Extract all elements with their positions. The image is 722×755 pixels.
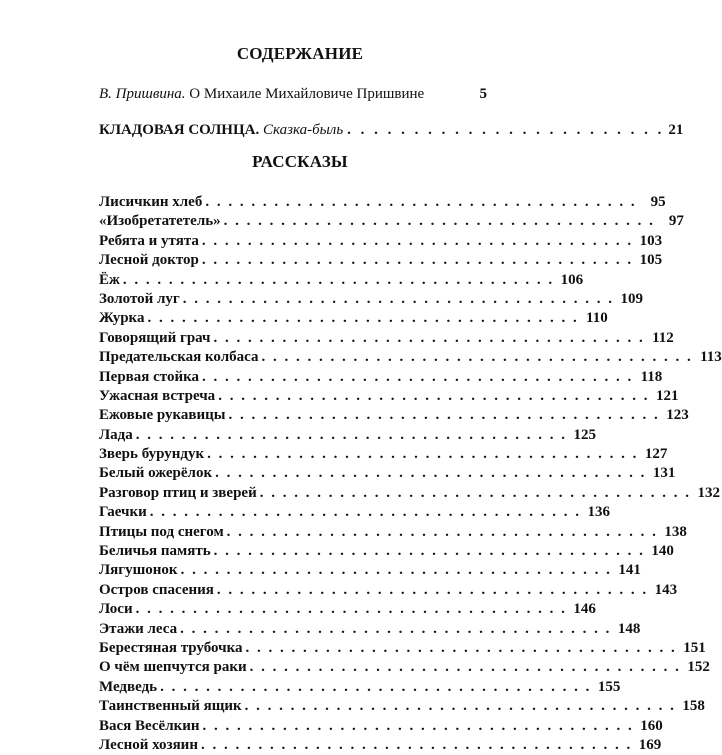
toc-leader: . . . . . . . . . . . . . . . . . . . . . . . . . . . . . . . . . . . . . .: [147, 310, 579, 327]
toc-story-title: Лада: [99, 426, 133, 443]
toc-story-title: Лисичкин хлеб: [99, 194, 203, 210]
toc-story-page: 123: [666, 407, 689, 424]
toc-leader: . . . . . . . . . . . . . . . . . . . . . . . . . . . . . . . . . . . . . .: [245, 639, 677, 656]
toc-story-row: [99, 387, 679, 406]
toc-story-row: [99, 678, 621, 697]
toc-story-page: 143: [654, 581, 678, 598]
toc-story-row: [99, 348, 722, 367]
toc-story-page: 106: [560, 271, 584, 288]
toc-story-row: [99, 736, 662, 755]
toc-story-page: 103: [639, 232, 663, 249]
toc-leader: . . . . . . . . . . . . . . . . . . . . . . . . . . . . . . . . . . . . . .: [202, 368, 634, 385]
toc-story-row: [99, 503, 611, 522]
toc-story-page: 118: [640, 368, 663, 385]
toc-entry-intro: [99, 86, 487, 103]
toc-story-page: 155: [597, 678, 621, 695]
toc-story-row: [99, 271, 584, 290]
toc-leader: . . . . . . . . . . . . . . . . . . . . . . . . . . . . . . . . . . . . . .: [180, 562, 612, 579]
toc-story-title: Золотой луг: [99, 290, 180, 307]
toc-leader: . . . . . . . . . . . . . . . . . . . . . . . .: [347, 122, 665, 138]
toc-story-page: 127: [644, 446, 668, 463]
toc-leader: . . . . . . . . . . . . . . . . . . . . . . . . . . . . . . . . . . . . . .: [200, 736, 633, 753]
toc-story-page: 140: [651, 543, 674, 560]
toc-leader: . . . . . . . . . . . . . . . . . . . . . . . . . . . . . . . . . . . . . .: [205, 194, 637, 210]
toc-story-row: [99, 251, 663, 270]
toc-story-title: Вася Весёлкин: [99, 717, 200, 734]
toc-leader: . . . . . . . . . . . . . . . . . . . . . . . . . . . . . . . . . . . . . .: [122, 271, 555, 288]
toc-story-title: Ежовые рукавицы: [99, 407, 226, 424]
toc-story-page: 132: [697, 484, 720, 501]
toc-leader: . . . . . . . . . . . . . . . . . . . . . . . . . . . . . . . . . . . . . .: [218, 387, 650, 404]
toc-story-title: Ужасная встреча: [99, 387, 216, 404]
toc-story-title: Ёж: [99, 271, 120, 288]
toc-story-row: [99, 232, 663, 251]
toc-story-title: «Изобретатетель»: [99, 213, 221, 230]
toc-entry-page: 21: [668, 122, 684, 138]
toc-story-row: [99, 426, 597, 445]
toc-leader: . . . . . . . . . . . . . . . . . . . . . . . . . . . . . . . . . . . . . .: [259, 484, 691, 501]
toc-story-page: 138: [664, 523, 687, 540]
toc-story-title: Лоси: [99, 601, 133, 618]
toc-story-page: 105: [639, 252, 663, 269]
toc-story-row: [99, 717, 663, 736]
toc-story-title: Белый ожерёлок: [99, 465, 213, 482]
toc-entry-title: [99, 86, 424, 103]
toc-leader: . . . . . . . . . . . . . . . . . . . . . . . . . . . . . . . . . . . . . .: [202, 717, 634, 734]
toc-story-row: [99, 329, 674, 348]
toc-story-row: [99, 484, 720, 503]
toc-story-title: Предательская колбаса: [99, 349, 259, 366]
toc-leader: . . . . . . . . . . . . . . . . . . . . . . . . . . . . . . . . . . . . . .: [223, 213, 655, 230]
toc-story-page: 146: [573, 601, 596, 618]
toc-story-row: [99, 212, 684, 231]
toc-leader: . . . . . . . . . . . . . . . . . . . . . . . . . . . . . . . . . . . . . .: [215, 465, 647, 482]
toc-entry-author: В. Пришвина.: [99, 86, 186, 102]
toc-story-row: [99, 561, 641, 580]
toc-story-row: [99, 581, 678, 600]
toc-leader: . . . . . . . . . . . . . . . . . . . . . . . . . . . . . . . . . . . . . .: [244, 698, 676, 715]
toc-leader: . . . . . . . . . . . . . . . . . . . . . . . . . . . . . . . . . . . . . .: [160, 678, 592, 695]
toc-story-page: 141: [618, 562, 641, 579]
toc-story-title: Лесной доктор: [99, 252, 199, 269]
toc-story-row: [99, 464, 676, 483]
toc-story-row: [99, 697, 705, 716]
toc-leader: . . . . . . . . . . . . . . . . . . . . . . . . . . . . . . . . . . . . . .: [182, 290, 614, 307]
toc-story-row: [99, 445, 668, 464]
toc-leader: . . . . . . . . . . . . . . . . . . . . . . . . . . . . . . . . . . . . . .: [180, 620, 612, 637]
toc-story-title: Остров спасения: [99, 581, 214, 598]
toc-leader: . . . . . . . . . . . . . . . . . . . . . . . . . . . . . . . . . . . . . .: [228, 407, 660, 424]
toc-story-title: Говорящий грач: [99, 329, 211, 346]
toc-leader: . . . . . . . . . . . . . . . . . . . . . . . . . . . . . . . . . . . . . .: [249, 659, 681, 676]
toc-story-title: Гаечки: [99, 504, 147, 521]
toc-leader: . . . . . . . . . . . . . . . . . . . . . . . . . . . . . . . . . . . . . .: [213, 329, 645, 346]
toc-leader: . . . . . . . . . . . . . . . . . . . . . . . . . . . . . . . . . . . . . .: [226, 523, 658, 540]
stories-heading: РАССКАЗЫ: [252, 152, 348, 171]
toc-entry-main-work: [99, 122, 684, 139]
toc-leader: . . . . . . . . . . . . . . . . . . . . . . . . . . . . . . . . . . . . . .: [201, 252, 634, 269]
toc-story-row: [99, 309, 608, 328]
toc-entry-page: 5: [479, 86, 487, 102]
contents-heading: СОДЕРЖАНИЕ: [236, 44, 364, 63]
toc-leader: . . . . . . . . . . . . . . . . . . . . . . . . . . . . . . . . . . . . . .: [135, 426, 568, 443]
toc-story-page: 110: [586, 310, 608, 327]
toc-story-page: 160: [640, 717, 663, 734]
toc-leader: . . . . . . . . . . . . . . . . . . . . . . . . . . . . . . . . . . . . . .: [201, 232, 634, 249]
toc-story-page: 113: [700, 349, 722, 366]
toc-story-title: Ребята и утята: [99, 232, 199, 249]
toc-story-title: Разговор птиц и зверей: [99, 484, 257, 501]
toc-story-title: Птицы под снегом: [99, 523, 224, 540]
toc-story-row: [99, 290, 643, 309]
toc-story-title: Берестяная трубочка: [99, 639, 243, 656]
stories-list: [99, 193, 722, 755]
toc-story-page: 152: [687, 659, 710, 676]
toc-leader: . . . . . . . . . . . . . . . . . . . . . . . . . . . . . . . . . . . . . .: [135, 601, 567, 618]
toc-story-page: 112: [652, 329, 674, 346]
toc-story-page: 125: [573, 426, 597, 443]
toc-story-page: 109: [620, 290, 643, 307]
toc-story-page: 148: [617, 620, 641, 637]
toc-leader: . . . . . . . . . . . . . . . . . . . . . . . . . . . . . . . . . . . . . .: [261, 349, 693, 366]
toc-story-row: [99, 406, 689, 425]
toc-story-title: Беличья память: [99, 543, 211, 560]
toc-story-row: [99, 600, 596, 619]
toc-story-title: Первая стойка: [99, 368, 200, 385]
toc-story-row: [99, 620, 641, 639]
toc-story-title: Зверь бурундук: [99, 446, 205, 463]
toc-entry-title: [99, 122, 343, 139]
toc-leader: . . . . . . . . . . . . . . . . . . . . . . . . . . . . . . . . . . . . . .: [216, 581, 649, 598]
toc-story-page: 131: [652, 465, 676, 482]
toc-story-title: О чём шепчутся раки: [99, 659, 247, 676]
toc-story-page: 95: [650, 194, 666, 210]
toc-leader: . . . . . . . . . . . . . . . . . . . . . . . . . . . . . . . . . . . . . .: [149, 504, 582, 521]
toc-story-row: [99, 368, 663, 387]
toc-story-page: 158: [682, 698, 705, 715]
toc-story-page: 136: [587, 504, 611, 521]
toc-story-title: Таинственный ящик: [99, 698, 242, 715]
toc-story-row: [99, 523, 687, 542]
toc-leader: . . . . . . . . . . . . . . . . . . . . . . . . . . . . . . . . . . . . . .: [213, 543, 645, 560]
toc-story-page: 121: [655, 387, 679, 404]
toc-story-row: [99, 658, 710, 677]
toc-story-title: Журка: [99, 310, 145, 327]
toc-story-title: Лягушонок: [99, 562, 178, 579]
toc-story-row: [99, 193, 666, 212]
toc-leader: . . . . . . . . . . . . . . . . . . . . . . . . . . . . . . . . . . . . . .: [207, 446, 639, 463]
toc-story-page: 151: [683, 639, 706, 656]
toc-story-title: Медведь: [99, 678, 158, 695]
toc-story-title: Лесной хозяин: [99, 736, 198, 753]
toc-story-row: [99, 639, 706, 658]
toc-story-page: 169: [638, 736, 662, 753]
toc-entry-title-text: О Михаиле Михайловиче Пришвине: [185, 86, 425, 102]
toc-story-page: 97: [668, 213, 684, 230]
toc-entry-subtitle: Сказка-быль: [259, 122, 344, 138]
toc-story-title: Этажи леса: [99, 620, 178, 637]
toc-story-row: [99, 542, 674, 561]
toc-entry-title-text: КЛАДОВАЯ СОЛНЦА.: [99, 122, 260, 138]
